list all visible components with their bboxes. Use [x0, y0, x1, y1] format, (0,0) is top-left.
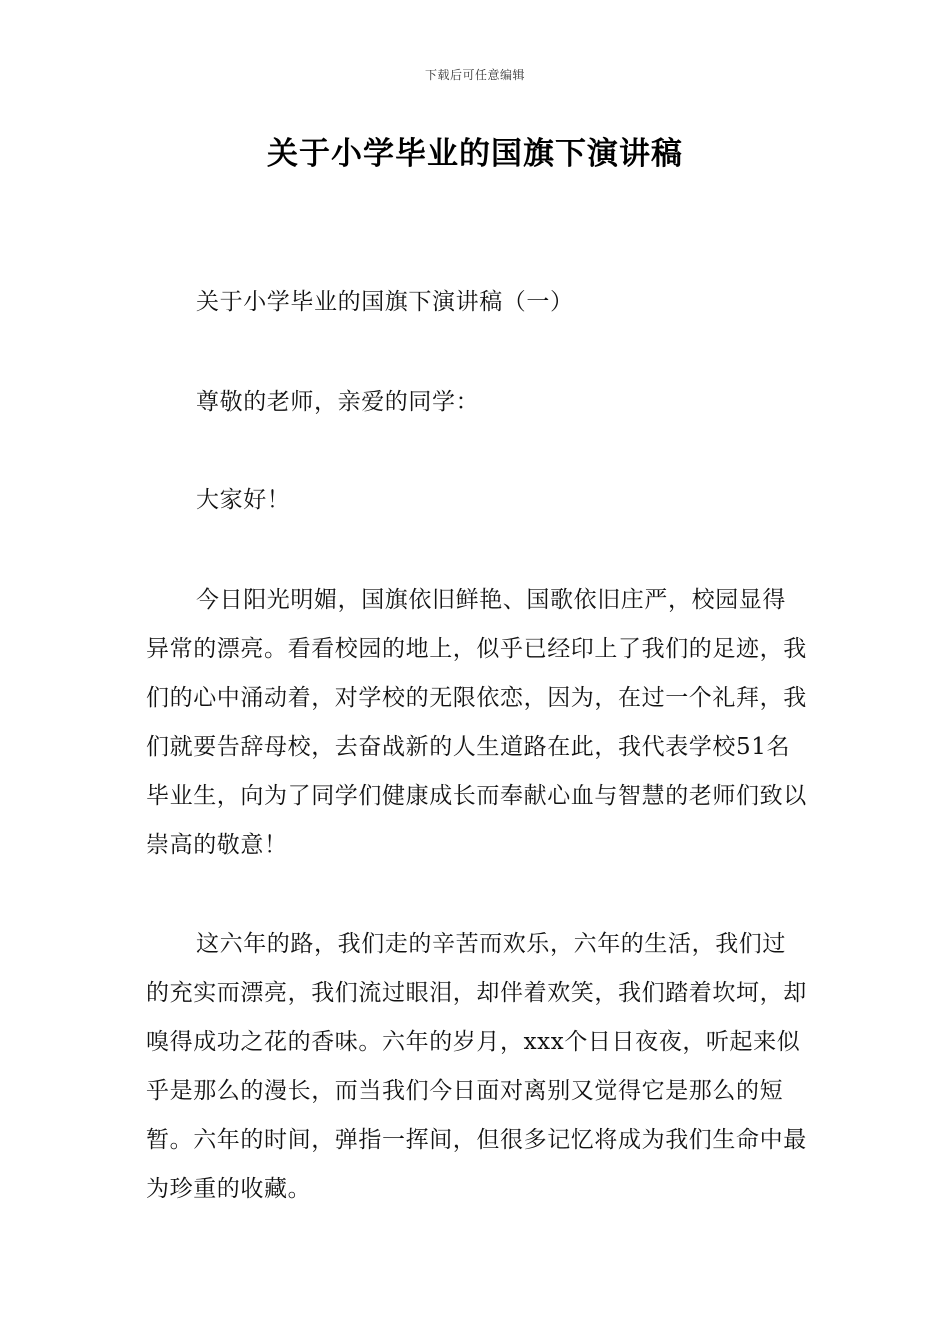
paragraph-2: 这六年的路，我们走的辛苦而欢乐，六年的生活，我们过的充实而漂亮，我们流过眼泪，却伴着欢笑，我们踏着坎坷，却嗅得成功之花的香味。六年的岁月，xxx个日日夜夜，听起来似乎是那么的漫长，而当我们今日面对离别又觉得它是那么的短暂。六年的时间，弹指一挥间，但很多记忆将成为我们生命中最为珍重的收藏。: [146, 931, 807, 1202]
header-note: 下载后可任意编辑: [424, 68, 525, 82]
hello-line: 大家好！: [196, 487, 291, 513]
document-title: 关于小学毕业的国旗下演讲稿: [267, 136, 683, 172]
section-subtitle: 关于小学毕业的国旗下演讲稿（一）: [196, 289, 574, 315]
paragraph-1: 今日阳光明媚，国旗依旧鲜艳、国歌依旧庄严，校园显得异常的漂亮。看看校园的地上，似乎已经印上了我们的足迹，我们的心中涌动着，对学校的无限依恋，因为，在过一个礼拜，我们就要告辞母校，去奋战新的人生道路在此，我代表学校51名毕业生，向为了同学们健康成长而奉献心血与智慧的老师们致以崇高的敬意！: [146, 587, 807, 858]
greeting-line: 尊敬的老师，亲爱的同学：: [196, 389, 480, 415]
